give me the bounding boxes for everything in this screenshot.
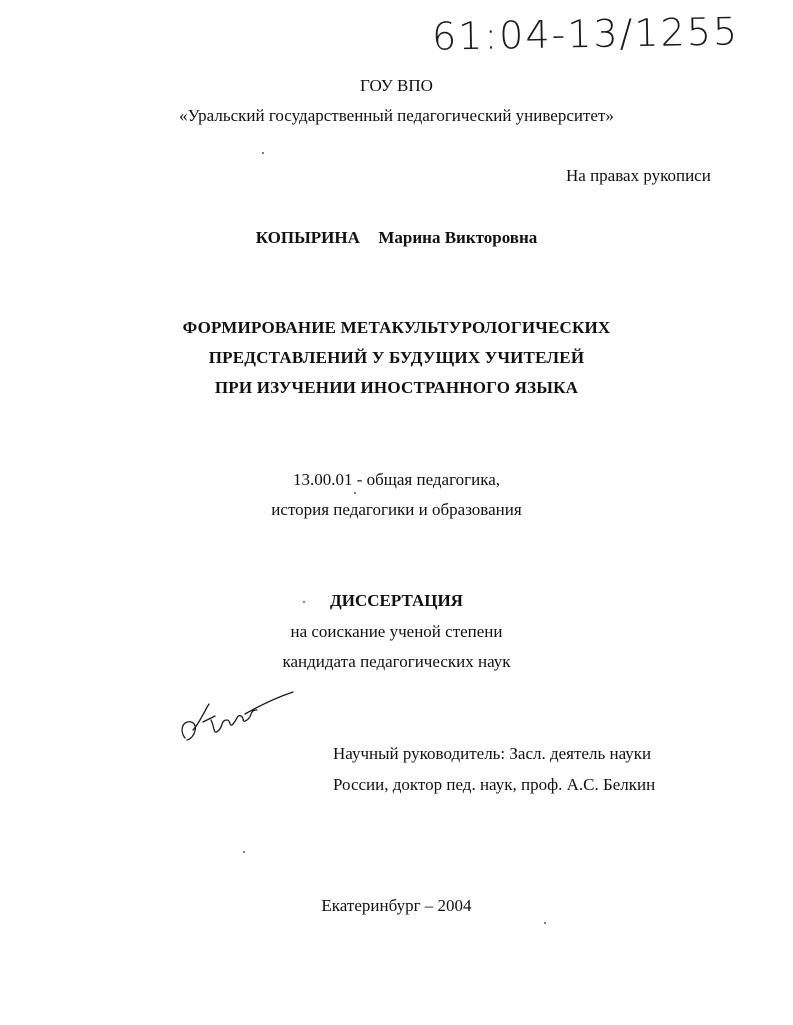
title-line-3: ПРИ ИЗУЧЕНИИ ИНОСТРАННОГО ЯЗЫКА — [214, 378, 579, 397]
handwritten-signature — [175, 680, 305, 760]
city-year: Екатеринбург – 2004 — [321, 896, 472, 915]
author-surname: КОПЫРИНА — [255, 228, 360, 247]
specialty-line-2: история педагогики и образования — [271, 500, 522, 519]
scan-speck — [544, 922, 546, 924]
scan-speck — [243, 851, 245, 853]
title-line-2: ПРЕДСТАВЛЕНИЙ У БУДУЩИХ УЧИТЕЛЕЙ — [208, 348, 585, 367]
specialty-line-1: 13.00.01 - общая педагогика, — [292, 470, 501, 489]
archive-stamp: 61:04-13/1255 — [431, 9, 740, 59]
manuscript-note: На правах рукописи — [566, 166, 711, 185]
dissertation-line-2: кандидата педагогических наук — [282, 652, 511, 671]
scan-speck — [354, 492, 356, 494]
institution-type: ГОУ ВПО — [360, 76, 433, 95]
supervisor-line-1: Научный руководитель: Засл. деятель науки — [333, 744, 652, 763]
title-line-1: ФОРМИРОВАНИЕ МЕТАКУЛЬТУРОЛОГИЧЕСКИХ — [182, 318, 611, 337]
university-name: «Уральский государственный педагогический университет» — [179, 106, 614, 125]
dissertation-line-1: на соискание ученой степени — [290, 622, 503, 641]
scan-speck — [262, 152, 264, 154]
author-given-name: Марина Викторовна — [378, 228, 538, 247]
author-name — [0, 228, 793, 248]
dissertation-heading: ДИССЕРТАЦИЯ — [330, 591, 463, 610]
supervisor-line-2: России, доктор пед. наук, проф. А.С. Белкин — [333, 775, 656, 794]
scan-speck — [303, 601, 305, 603]
